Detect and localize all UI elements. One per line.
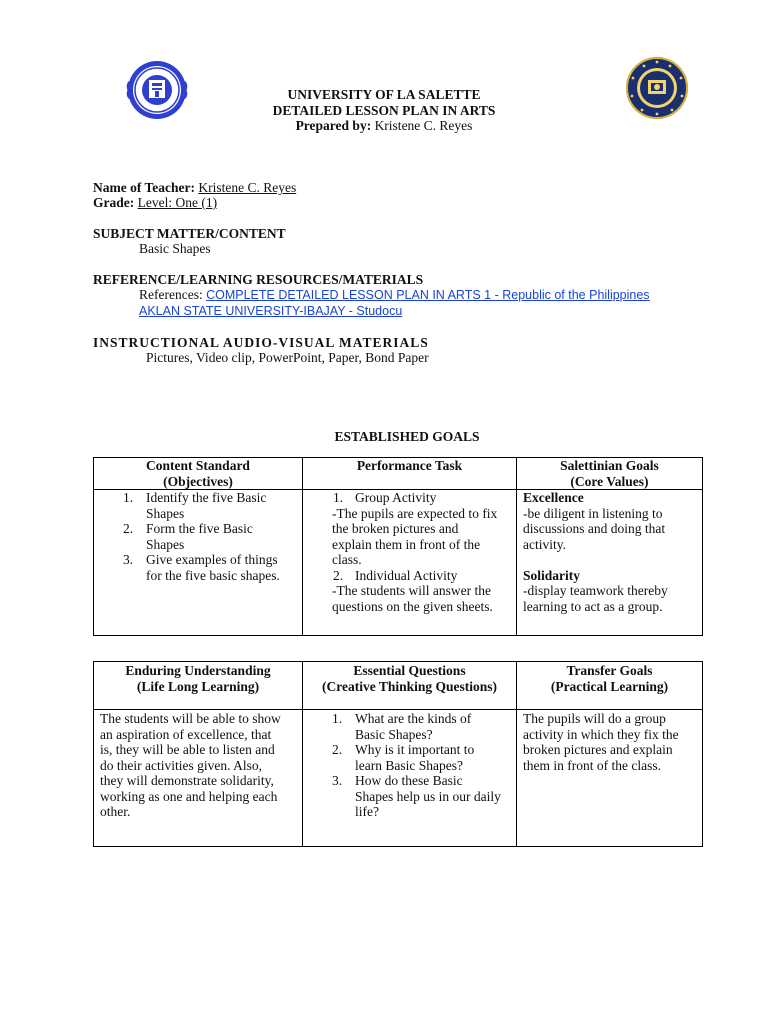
core-value-line: -be diligent in listening to	[523, 505, 663, 521]
core-value-title: Solidarity	[523, 567, 581, 583]
salettinian-goals-subtitle: (Core Values)	[570, 473, 649, 489]
question-line: Shapes help us in our daily	[355, 788, 501, 804]
task-item	[332, 490, 516, 506]
prepared-by-name: Kristene C. Reyes	[374, 118, 473, 133]
question-line: learn Basic Shapes?	[355, 757, 463, 773]
objective-item	[123, 490, 302, 521]
understanding-table-body-row	[94, 710, 703, 847]
task-description-line: class.	[332, 552, 362, 567]
understanding-table	[93, 661, 703, 847]
core-value-line: activity.	[523, 536, 566, 552]
task-item	[332, 568, 516, 584]
essential-questions-subtitle: (Creative Thinking Questions)	[321, 678, 498, 694]
references-label: References:	[139, 287, 203, 302]
objective-line: for the five basic shapes.	[146, 567, 280, 583]
core-value-title: Excellence	[523, 490, 584, 505]
objective-line: Form the five Basic	[146, 521, 253, 536]
objective-text	[146, 521, 253, 552]
objectives-cell	[94, 490, 303, 636]
question-item	[332, 711, 516, 742]
question-line: What are the kinds of	[355, 711, 472, 726]
salettinian-goals-header	[517, 458, 703, 490]
question-line: How do these Basic	[355, 773, 463, 788]
question-number: 2.	[332, 742, 343, 757]
grade-line	[93, 195, 217, 211]
understanding-cell	[94, 710, 303, 847]
question-item	[332, 773, 516, 820]
core-values-cell	[517, 490, 703, 636]
performance-task-title: Performance Task	[356, 458, 463, 473]
enduring-understanding-header	[94, 662, 303, 710]
transfer-line: activity in which they fix the	[523, 726, 679, 742]
questions-cell	[303, 710, 517, 847]
task-description-line: explain them in front of the	[332, 536, 481, 552]
understanding-table-header-row	[94, 662, 703, 710]
content-standard-subtitle: (Objectives)	[163, 473, 233, 489]
goals-table-body-row	[94, 490, 703, 636]
core-value-line: discussions and doing that	[523, 521, 666, 536]
prepared-by-label: Prepared by:	[295, 118, 372, 133]
objective-line: Give examples of things	[146, 552, 278, 567]
performance-task-header	[303, 458, 517, 490]
core-value-line: -display teamwork thereby	[523, 583, 668, 598]
goals-table	[93, 457, 703, 636]
question-text	[355, 711, 471, 742]
question-text	[355, 742, 474, 773]
task-description-line: the broken pictures and	[332, 521, 459, 536]
teacher-label: Name of Teacher:	[93, 180, 195, 195]
objective-item	[123, 521, 302, 552]
spacer	[523, 552, 702, 568]
task-number: 2.	[333, 567, 344, 583]
salettinian-goals-title: Salettinian Goals	[560, 458, 659, 473]
task-title: Group Activity	[355, 490, 437, 505]
question-number: 3.	[332, 773, 343, 788]
transfer-goals-header	[517, 662, 703, 710]
teacher-line	[93, 180, 296, 196]
core-value-line: learning to act as a group.	[523, 598, 663, 614]
objective-line: Shapes	[146, 536, 185, 552]
essential-questions-header	[303, 662, 517, 710]
task-description-line: questions on the given sheets.	[332, 598, 493, 614]
transfer-line: The pupils will do a group	[523, 711, 666, 726]
objective-item	[123, 552, 302, 583]
content-standard-title: Content Standard	[146, 458, 250, 473]
understanding-line: working as one and helping each	[100, 788, 278, 804]
content-standard-header	[94, 458, 303, 490]
objective-line: Identify the five Basic	[146, 490, 267, 505]
established-goals-title: ESTABLISHED GOALS	[334, 429, 480, 444]
question-line: Why is it important to	[355, 742, 475, 757]
transfer-line: them in front of the class.	[523, 757, 661, 773]
understanding-line: The students will be able to show	[100, 711, 281, 726]
references-heading: REFERENCE/LEARNING RESOURCES/MATERIALS	[93, 272, 424, 287]
reference-link[interactable]: COMPLETE DETAILED LESSON PLAN IN ARTS 1 - Republic of the Philippines	[206, 288, 650, 302]
task-number: 1.	[333, 490, 344, 505]
subject-value: Basic Shapes	[139, 241, 211, 256]
plan-title: DETAILED LESSON PLAN IN ARTS	[272, 103, 496, 118]
understanding-line: other.	[100, 804, 131, 819]
objective-number: 1.	[123, 490, 134, 505]
teacher-name: Kristene C. Reyes	[198, 180, 297, 195]
transfer-goals-subtitle: (Practical Learning)	[550, 678, 669, 694]
task-description-line: -The pupils are expected to fix	[332, 505, 498, 521]
question-text	[355, 773, 501, 820]
av-materials-heading: INSTRUCTIONAL AUDIO-VISUAL MATERIALS	[93, 335, 429, 350]
performance-task-cell	[303, 490, 517, 636]
prepared-by-line	[0, 118, 768, 134]
question-line: life?	[355, 804, 379, 819]
transfer-line: broken pictures and explain	[523, 742, 673, 757]
transfer-goals-title: Transfer Goals	[566, 663, 653, 678]
references-line	[139, 287, 650, 303]
university-name: UNIVERSITY OF LA SALETTE	[287, 87, 481, 102]
objective-number: 2.	[123, 521, 134, 536]
understanding-line: an aspiration of excellence, that	[100, 726, 272, 742]
grade-value: Level: One (1)	[137, 195, 218, 210]
enduring-understanding-subtitle: (Life Long Learning)	[136, 678, 260, 694]
objective-text	[146, 490, 266, 521]
understanding-line: do their activities given. Also,	[100, 757, 262, 773]
objective-line: Shapes	[146, 505, 185, 521]
question-line: Basic Shapes?	[355, 726, 433, 742]
objective-text	[146, 552, 280, 583]
av-materials-value: Pictures, Video clip, PowerPoint, Paper, Bond Paper	[146, 350, 429, 365]
goals-table-header-row	[94, 458, 703, 490]
task-title: Individual Activity	[355, 567, 458, 583]
essential-questions-title: Essential Questions	[353, 663, 466, 678]
understanding-line: they will demonstrate solidarity,	[100, 773, 274, 788]
understanding-line: is, they will be able to listen and	[100, 742, 275, 757]
grade-label: Grade:	[93, 195, 135, 210]
subject-heading: SUBJECT MATTER/CONTENT	[93, 226, 286, 241]
reference-link-continued[interactable]: AKLAN STATE UNIVERSITY-IBAJAY - Studocu	[139, 304, 403, 318]
task-description-line: -The students will answer the	[332, 583, 491, 598]
transfer-goals-cell	[517, 710, 703, 847]
objective-number: 3.	[123, 552, 134, 567]
question-item	[332, 742, 516, 773]
enduring-understanding-title: Enduring Understanding	[125, 663, 271, 678]
question-number: 1.	[332, 711, 343, 726]
